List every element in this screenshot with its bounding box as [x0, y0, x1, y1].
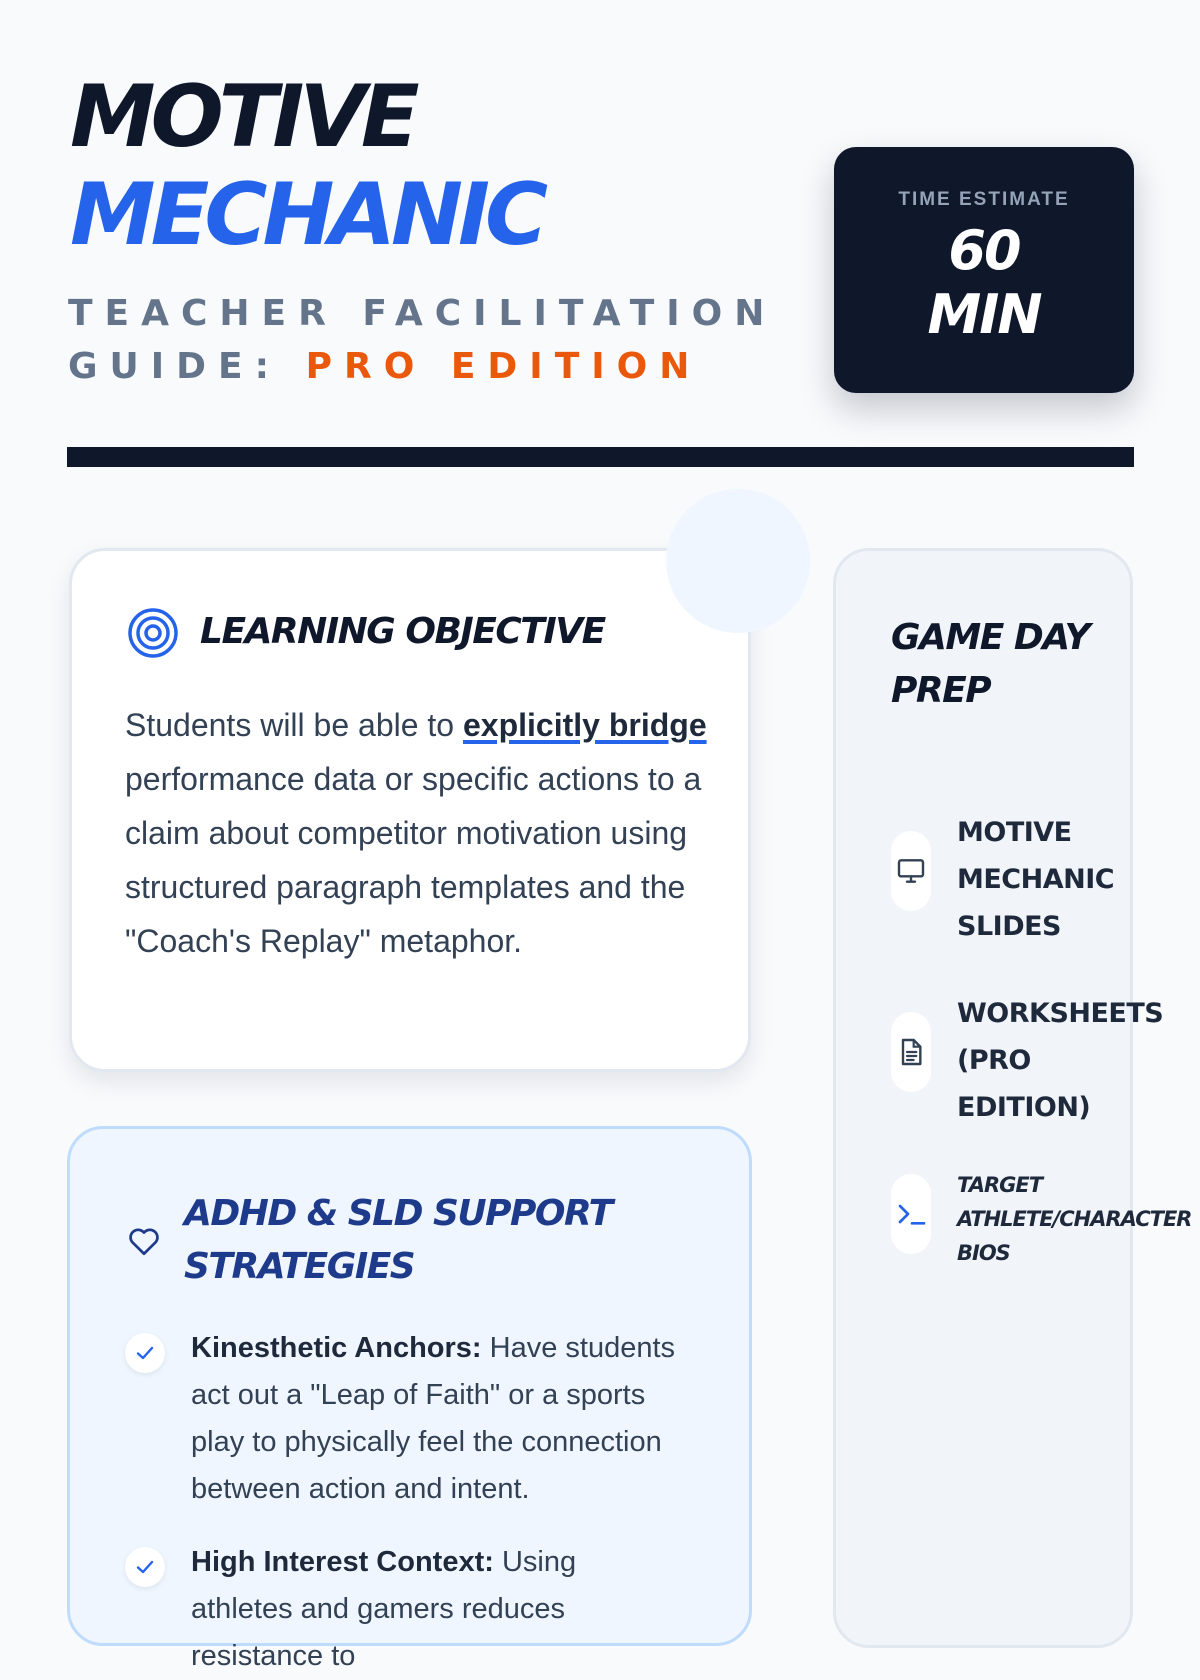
- check-icon: [125, 1547, 165, 1587]
- strategy-title: Kinesthetic Anchors:: [191, 1332, 482, 1364]
- objective-text-start: Students will be able to: [125, 707, 463, 743]
- strategy-description: Using athletes and gamers reduces resistance to: [191, 1546, 577, 1672]
- target-icon: [127, 607, 179, 659]
- strategy-description: Have students act out a "Leap of Faith" or a sports play to physically feel the connection between action and intent.: [191, 1332, 676, 1505]
- game-day-prep-heading: GAME DAY PREP: [891, 617, 1090, 711]
- time-estimate-value: [834, 219, 1134, 347]
- strategy-title: High Interest Context:: [191, 1546, 494, 1578]
- strategy-text: [191, 1539, 685, 1680]
- subtitle-edition: PRO EDITION: [305, 346, 702, 387]
- time-estimate-badge: [834, 147, 1134, 393]
- game-day-prep-card: [833, 548, 1192, 1648]
- monitor-icon: [895, 855, 927, 887]
- strategy-item: [125, 1539, 685, 1680]
- title-line-1: MOTIVE: [70, 67, 415, 167]
- prep-icon-pill: [891, 831, 931, 911]
- check-icon: [125, 1333, 165, 1373]
- title-line-2: MECHANIC: [70, 165, 544, 265]
- support-strategies-heading: ADHD & SLD SUPPORT STRATEGIES: [184, 1193, 612, 1287]
- header-divider: [67, 447, 1134, 467]
- time-estimate-unit: MIN: [927, 283, 1041, 346]
- corner-decoration: [666, 489, 810, 633]
- strategy-item: [125, 1325, 685, 1513]
- learning-objective-text: [125, 698, 715, 968]
- terminal-icon: [895, 1198, 929, 1230]
- heart-icon: [126, 1223, 162, 1259]
- prep-item-label: WORKSHEETS (PRO EDITION): [957, 998, 1164, 1123]
- time-estimate-label: TIME ESTIMATE: [898, 189, 1070, 210]
- strategy-text: [191, 1325, 685, 1513]
- support-strategies-card: [67, 1126, 752, 1672]
- subtitle: [68, 287, 788, 393]
- prep-icon-pill: [891, 1012, 931, 1092]
- objective-highlight: explicitly bridge: [462, 707, 707, 743]
- document-icon: [895, 1036, 927, 1068]
- learning-objective-heading: LEARNING OBJECTIVE: [200, 611, 605, 652]
- learning-objective-card: [69, 548, 751, 1072]
- prep-item-label: TARGET ATHLETE/CHARACTER BIOS: [957, 1173, 1192, 1265]
- subtitle-prefix: TEACHER FACILITATION GUIDE:: [68, 293, 777, 387]
- prep-item-label: MOTIVE MECHANIC SLIDES: [957, 817, 1115, 942]
- prep-icon-pill: [891, 1174, 931, 1254]
- objective-text-end: performance data or specific actions to a claim about competitor motivation using structured paragraph templates and the "Coach's Replay" metaphor.: [125, 761, 702, 959]
- time-estimate-number: 60: [948, 219, 1020, 282]
